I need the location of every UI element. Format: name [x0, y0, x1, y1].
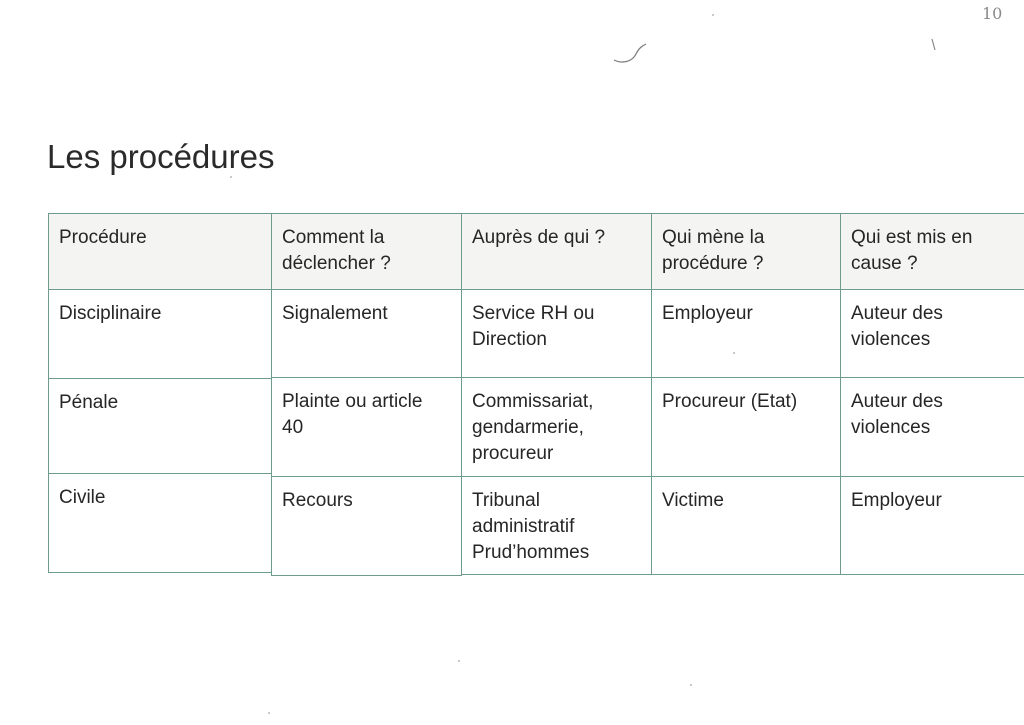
header-qui-mis-en-cause: Qui est mis en cause ? — [840, 213, 1024, 290]
cell-mis-en-cause: Auteur des violences — [840, 377, 1024, 477]
header-qui-mene: Qui mène la procédure ? — [651, 213, 841, 290]
pen-stroke-mark — [612, 42, 652, 66]
page-title: Les procédures — [47, 138, 275, 175]
scan-speck — [712, 14, 714, 16]
scan-speck — [733, 352, 735, 354]
header-aupres-de-qui: Auprès de qui ? — [461, 213, 652, 290]
cell-qui-mene: Victime — [651, 476, 841, 575]
cell-aupres: Service RH ou Direction — [461, 289, 652, 378]
cell-declencher: Recours — [271, 476, 462, 576]
scan-speck — [458, 660, 460, 662]
page-number: 10 — [982, 4, 1003, 23]
cell-aupres: Commissariat, gendarmerie, procureur — [461, 377, 652, 477]
scan-speck — [268, 712, 270, 714]
header-procedure: Procédure — [48, 213, 272, 290]
scan-speck — [230, 176, 232, 178]
cell-mis-en-cause: Auteur des violences — [840, 289, 1024, 378]
cell-procedure: Pénale — [48, 378, 272, 474]
cell-declencher: Signalement — [271, 289, 462, 378]
cell-declencher: Plainte ou article 40 — [271, 377, 462, 477]
cell-qui-mene: Procureur (Etat) — [651, 377, 841, 477]
cell-aupres: Tribunal administratif Prud’hommes — [461, 476, 652, 575]
cell-procedure: Disciplinaire — [48, 289, 272, 379]
header-comment-declencher: Comment la déclencher ? — [271, 213, 462, 290]
pen-tick-mark — [930, 38, 938, 52]
cell-mis-en-cause: Employeur — [840, 476, 1024, 575]
scan-speck — [690, 684, 692, 686]
cell-procedure: Civile — [48, 473, 272, 573]
cell-qui-mene: Employeur — [651, 289, 841, 378]
